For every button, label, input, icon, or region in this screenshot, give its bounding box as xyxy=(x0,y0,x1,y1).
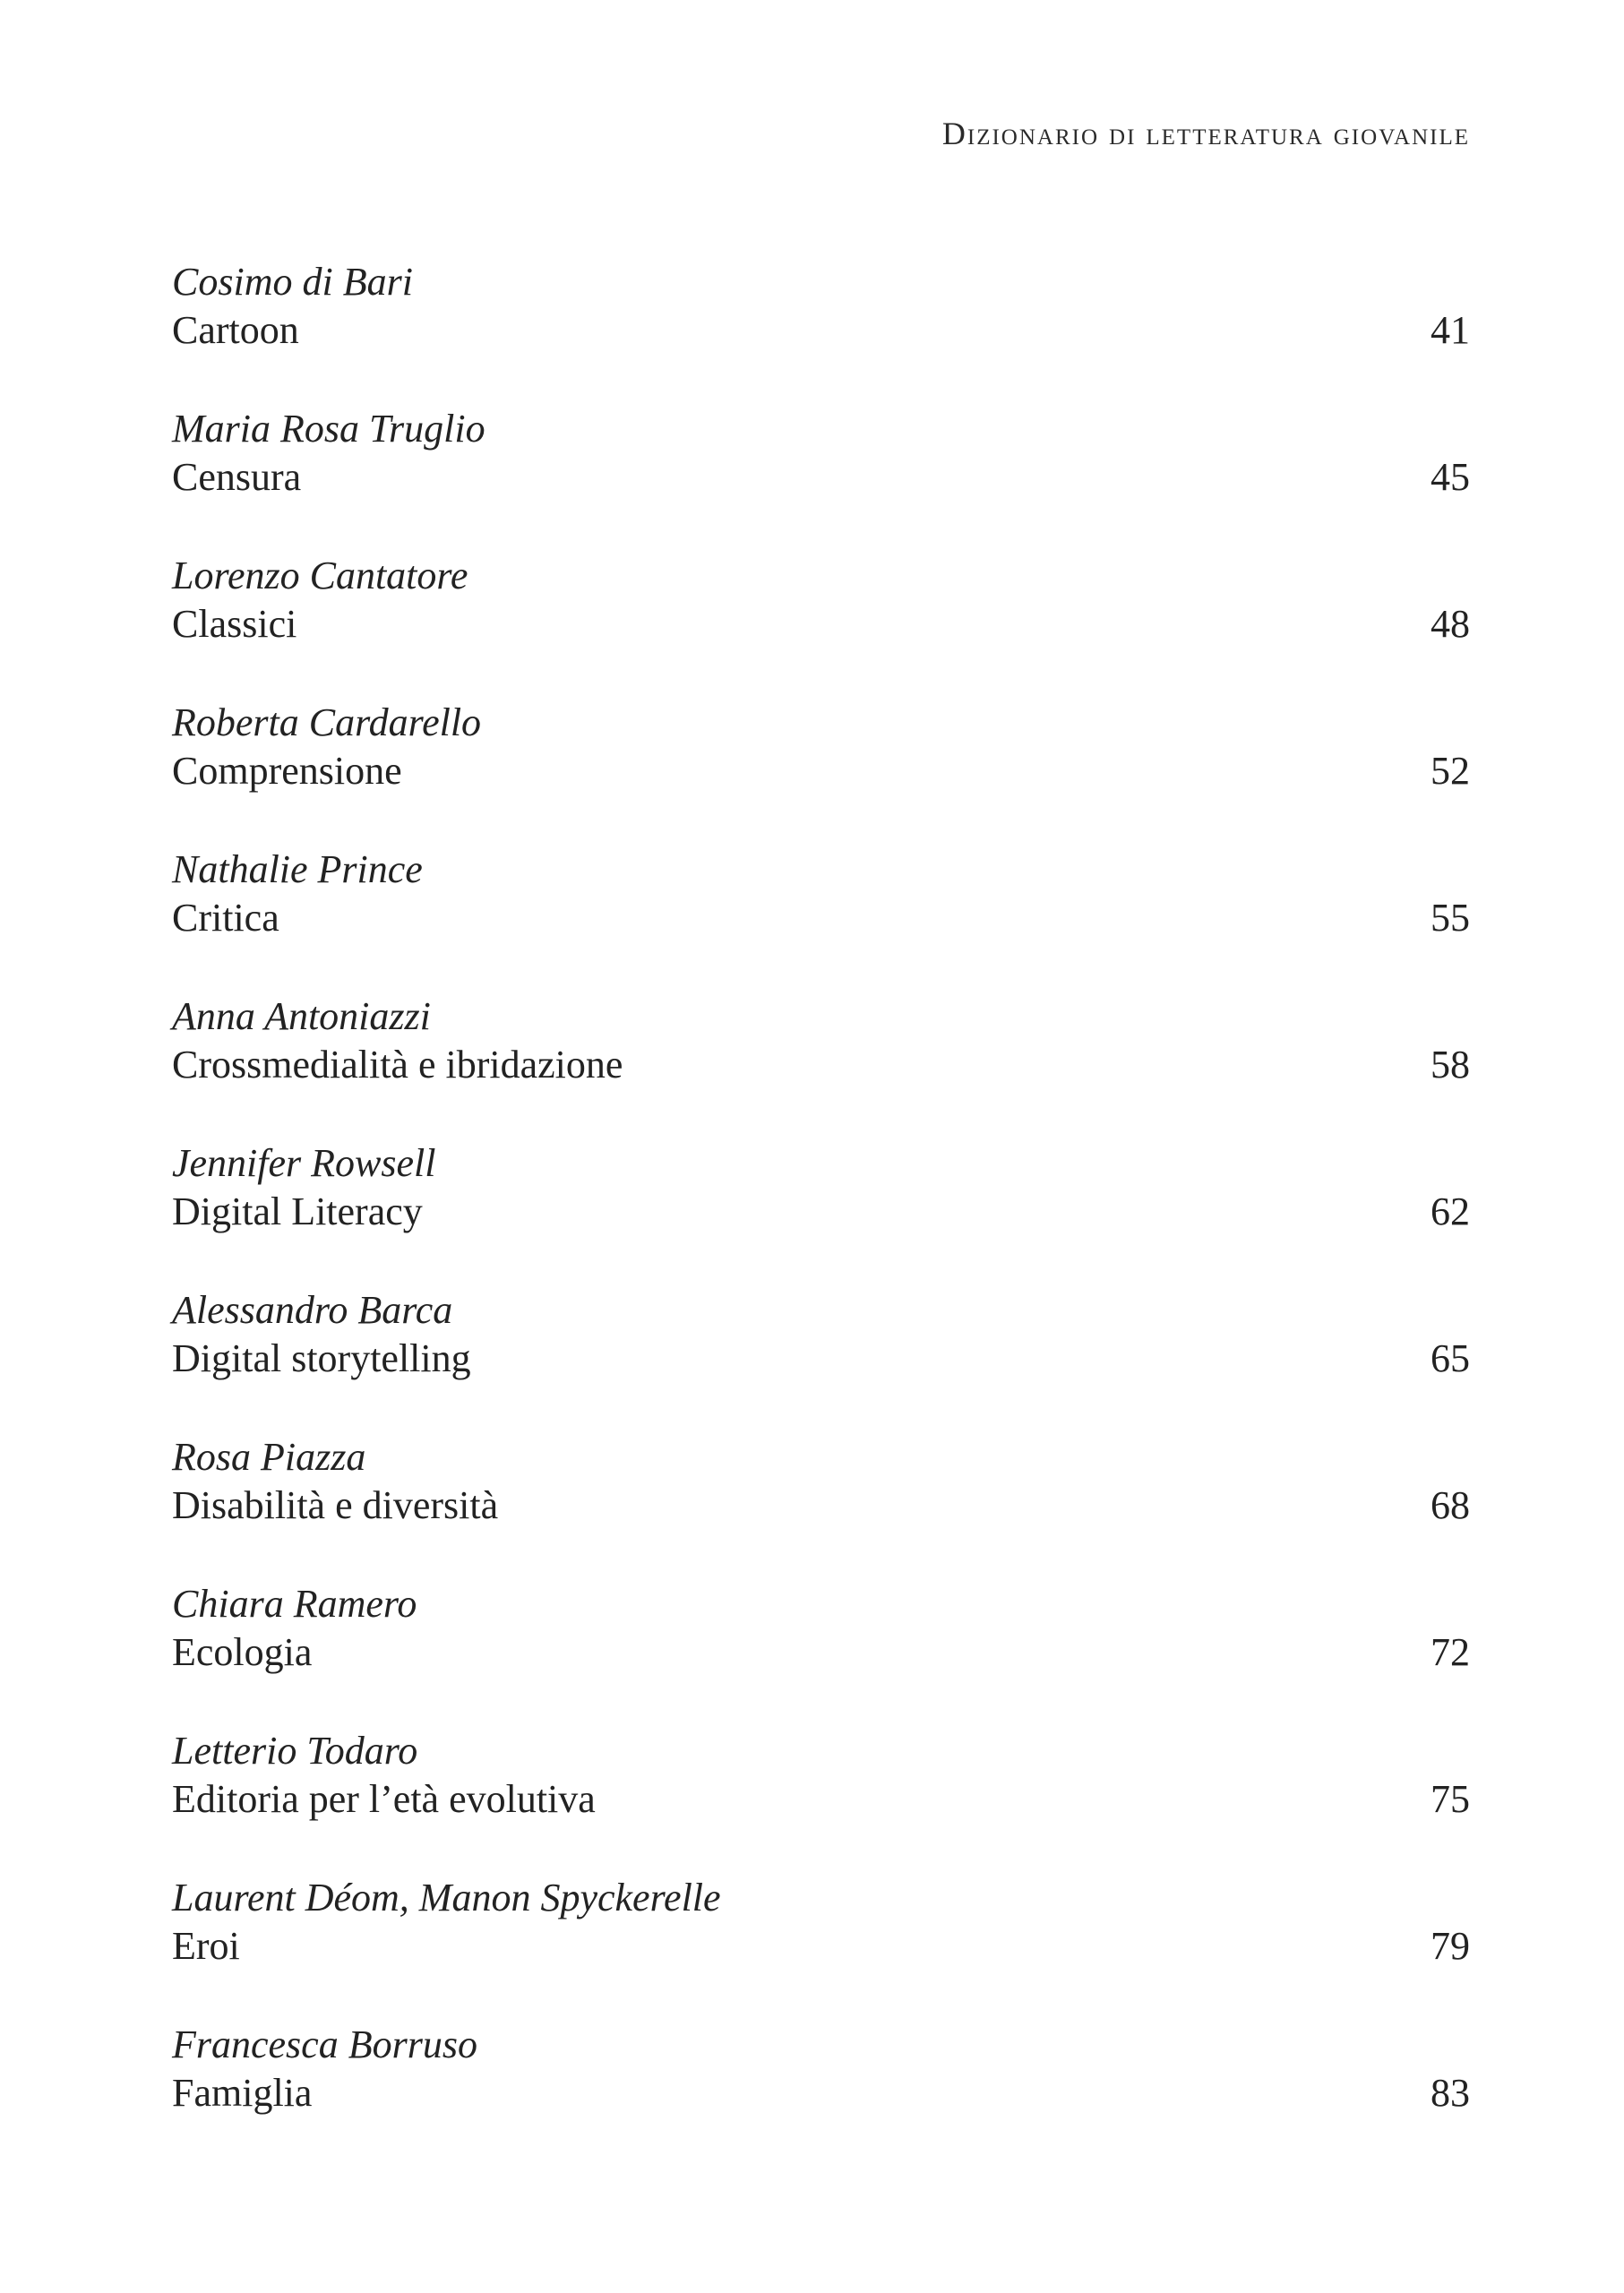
toc-title: Classici xyxy=(172,602,297,646)
toc-line xyxy=(172,600,1470,648)
toc-page-number: 79 xyxy=(1431,1924,1470,1968)
toc-line xyxy=(172,1188,1470,1236)
toc-entry xyxy=(172,992,1470,1139)
toc-title: Famiglia xyxy=(172,2071,313,2115)
toc-page-number: 65 xyxy=(1431,1336,1470,1380)
toc-page-number: 58 xyxy=(1431,1043,1470,1086)
toc-author: Anna Antoniazzi xyxy=(172,994,431,1038)
toc-author: Roberta Cardarello xyxy=(172,700,482,744)
toc-page-number: 52 xyxy=(1431,749,1470,793)
toc-entry xyxy=(172,1433,1470,1580)
toc-line xyxy=(172,453,1470,502)
toc-author: Rosa Piazza xyxy=(172,1435,366,1479)
toc-title: Comprensione xyxy=(172,749,402,793)
toc-line xyxy=(172,306,1470,355)
toc-entry xyxy=(172,405,1470,552)
toc-author: Alessandro Barca xyxy=(172,1288,453,1332)
toc-author: Lorenzo Cantatore xyxy=(172,554,468,597)
toc-entry xyxy=(172,2021,1470,2168)
toc-entry xyxy=(172,1139,1470,1286)
toc-page-number: 75 xyxy=(1431,1777,1470,1821)
toc-page-number: 48 xyxy=(1431,602,1470,646)
toc-entry xyxy=(172,258,1470,405)
toc-line xyxy=(172,1628,1470,1677)
toc-entry xyxy=(172,846,1470,992)
toc-line xyxy=(172,1041,1470,1089)
toc-entry xyxy=(172,1727,1470,1874)
toc-line xyxy=(172,2069,1470,2117)
running-header: Dizionario di letteratura giovanile xyxy=(941,116,1470,151)
toc-entry xyxy=(172,699,1470,846)
toc-line xyxy=(172,894,1470,942)
toc-author: Cosimo di Bari xyxy=(172,260,413,304)
toc-title: Critica xyxy=(172,896,279,940)
toc-page-number: 72 xyxy=(1431,1630,1470,1674)
toc-title: Editoria per l’età evolutiva xyxy=(172,1777,596,1821)
toc-author: Laurent Déom, Manon Spyckerelle xyxy=(172,1876,721,1919)
toc-author: Chiara Ramero xyxy=(172,1582,417,1626)
toc-line xyxy=(172,1775,1470,1824)
toc-title: Eroi xyxy=(172,1924,240,1968)
toc-title: Censura xyxy=(172,455,302,499)
toc-page-number: 62 xyxy=(1431,1189,1470,1233)
toc-author: Francesca Borruso xyxy=(172,2022,477,2066)
toc-author: Jennifer Rowsell xyxy=(172,1141,436,1185)
toc-title: Disabilità e diversità xyxy=(172,1483,499,1527)
toc-entry xyxy=(172,1580,1470,1727)
toc-page-number: 83 xyxy=(1431,2071,1470,2115)
toc-line xyxy=(172,1922,1470,1971)
toc-line xyxy=(172,1335,1470,1383)
toc-title: Digital storytelling xyxy=(172,1336,471,1380)
toc-author: Nathalie Prince xyxy=(172,847,423,891)
toc-entry xyxy=(172,552,1470,699)
toc-title: Ecologia xyxy=(172,1630,313,1674)
toc-author: Maria Rosa Truglio xyxy=(172,407,485,451)
toc-title: Digital Literacy xyxy=(172,1189,423,1233)
toc-title: Crossmedialità e ibridazione xyxy=(172,1043,623,1086)
toc-title: Cartoon xyxy=(172,308,299,352)
toc-page-number: 45 xyxy=(1431,455,1470,499)
toc-page-number: 55 xyxy=(1431,896,1470,940)
toc-page-number: 41 xyxy=(1431,308,1470,352)
toc-entry xyxy=(172,1286,1470,1433)
toc-line xyxy=(172,1481,1470,1530)
table-of-contents xyxy=(172,258,1470,2168)
toc-page-number: 68 xyxy=(1431,1483,1470,1527)
toc-entry xyxy=(172,1874,1470,2021)
toc-author: Letterio Todaro xyxy=(172,1729,418,1773)
toc-line xyxy=(172,747,1470,795)
